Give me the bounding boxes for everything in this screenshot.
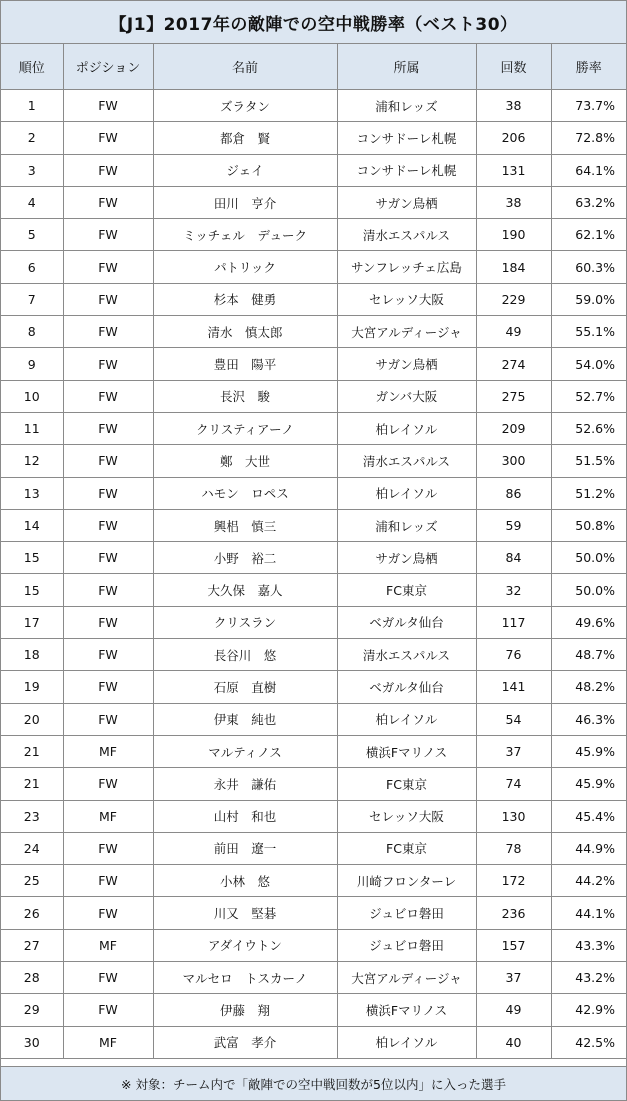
cell-count: 130	[476, 800, 551, 832]
cell-name: 前田 遼一	[153, 832, 337, 864]
cell-position: FW	[63, 380, 153, 412]
cell-name: 都倉 賢	[153, 122, 337, 154]
cell-rate: 44.2%	[551, 865, 626, 897]
cell-rank: 27	[1, 929, 63, 961]
cell-count: 206	[476, 122, 551, 154]
header-rate: 勝率	[551, 44, 626, 90]
cell-club: ベガルタ仙台	[337, 606, 476, 638]
cell-name: マルセロ トスカーノ	[153, 962, 337, 994]
cell-rank: 14	[1, 509, 63, 541]
cell-club: 浦和レッズ	[337, 509, 476, 541]
cell-club: ジュビロ磐田	[337, 897, 476, 929]
cell-count: 38	[476, 186, 551, 218]
cell-rate: 50.0%	[551, 542, 626, 574]
cell-name: 杉本 健勇	[153, 283, 337, 315]
cell-rate: 45.9%	[551, 735, 626, 767]
table-row	[1, 445, 626, 477]
cell-rate: 43.2%	[551, 962, 626, 994]
cell-rank: 20	[1, 703, 63, 735]
cell-position: MF	[63, 800, 153, 832]
cell-name: ミッチェル デューク	[153, 219, 337, 251]
cell-rate: 63.2%	[551, 186, 626, 218]
cell-count: 49	[476, 994, 551, 1026]
cell-position: FW	[63, 865, 153, 897]
cell-position: FW	[63, 962, 153, 994]
cell-count: 300	[476, 445, 551, 477]
cell-name: 興梠 慎三	[153, 509, 337, 541]
cell-club: 横浜Fマリノス	[337, 994, 476, 1026]
table-row	[1, 542, 626, 574]
cell-rate: 42.9%	[551, 994, 626, 1026]
table-row	[1, 897, 626, 929]
cell-rank: 5	[1, 219, 63, 251]
table-row	[1, 283, 626, 315]
footnote: ※ 対象：チーム内で「敵陣での空中戦回数が5位以内」に入った選手	[1, 1066, 626, 1100]
cell-position: FW	[63, 703, 153, 735]
table-row	[1, 477, 626, 509]
cell-rate: 43.3%	[551, 929, 626, 961]
cell-rate: 45.9%	[551, 768, 626, 800]
cell-name: 伊藤 翔	[153, 994, 337, 1026]
cell-rate: 52.7%	[551, 380, 626, 412]
cell-rate: 51.2%	[551, 477, 626, 509]
cell-club: サガン鳥栖	[337, 542, 476, 574]
cell-count: 275	[476, 380, 551, 412]
cell-rate: 72.8%	[551, 122, 626, 154]
cell-club: 清水エスパルス	[337, 639, 476, 671]
cell-rate: 59.0%	[551, 283, 626, 315]
table-row	[1, 671, 626, 703]
cell-position: FW	[63, 671, 153, 703]
cell-count: 37	[476, 962, 551, 994]
table-row	[1, 219, 626, 251]
table-row	[1, 316, 626, 348]
cell-name: 長沢 駿	[153, 380, 337, 412]
cell-rank: 29	[1, 994, 63, 1026]
cell-name: マルティノス	[153, 735, 337, 767]
cell-club: 清水エスパルス	[337, 445, 476, 477]
cell-rate: 51.5%	[551, 445, 626, 477]
cell-count: 74	[476, 768, 551, 800]
cell-count: 131	[476, 154, 551, 186]
cell-position: FW	[63, 768, 153, 800]
cell-name: アダイウトン	[153, 929, 337, 961]
cell-rate: 50.0%	[551, 574, 626, 606]
header-name: 名前	[153, 44, 337, 90]
table-row	[1, 962, 626, 994]
cell-rank: 28	[1, 962, 63, 994]
cell-rate: 48.7%	[551, 639, 626, 671]
cell-club: FC東京	[337, 832, 476, 864]
cell-rate: 44.1%	[551, 897, 626, 929]
cell-club: セレッソ大阪	[337, 283, 476, 315]
table-row	[1, 832, 626, 864]
cell-count: 38	[476, 90, 551, 122]
cell-rank: 24	[1, 832, 63, 864]
cell-rate: 55.1%	[551, 316, 626, 348]
cell-club: 柏レイソル	[337, 412, 476, 444]
cell-name: 山村 和也	[153, 800, 337, 832]
cell-position: MF	[63, 929, 153, 961]
cell-rank: 6	[1, 251, 63, 283]
cell-rate: 52.6%	[551, 412, 626, 444]
cell-name: 小野 裕二	[153, 542, 337, 574]
table-row	[1, 768, 626, 800]
cell-name: クリスティアーノ	[153, 412, 337, 444]
cell-club: 浦和レッズ	[337, 90, 476, 122]
cell-position: FW	[63, 186, 153, 218]
cell-club: 清水エスパルス	[337, 219, 476, 251]
cell-count: 86	[476, 477, 551, 509]
cell-rank: 21	[1, 768, 63, 800]
cell-rank: 15	[1, 542, 63, 574]
cell-rank: 18	[1, 639, 63, 671]
cell-rank: 2	[1, 122, 63, 154]
cell-rank: 25	[1, 865, 63, 897]
cell-name: ジェイ	[153, 154, 337, 186]
cell-position: FW	[63, 574, 153, 606]
cell-position: MF	[63, 1026, 153, 1058]
cell-name: 永井 謙佑	[153, 768, 337, 800]
cell-club: ガンバ大阪	[337, 380, 476, 412]
cell-count: 76	[476, 639, 551, 671]
cell-club: サンフレッチェ広島	[337, 251, 476, 283]
table-row	[1, 348, 626, 380]
cell-count: 37	[476, 735, 551, 767]
cell-position: FW	[63, 251, 153, 283]
cell-club: コンサドーレ札幌	[337, 154, 476, 186]
cell-position: FW	[63, 477, 153, 509]
cell-rate: 44.9%	[551, 832, 626, 864]
cell-count: 209	[476, 412, 551, 444]
cell-count: 184	[476, 251, 551, 283]
cell-name: 長谷川 悠	[153, 639, 337, 671]
cell-count: 190	[476, 219, 551, 251]
cell-rate: 64.1%	[551, 154, 626, 186]
cell-club: FC東京	[337, 574, 476, 606]
cell-name: 川又 堅碁	[153, 897, 337, 929]
ranking-table	[1, 44, 626, 1059]
cell-rate: 60.3%	[551, 251, 626, 283]
cell-name: 武富 孝介	[153, 1026, 337, 1058]
cell-rank: 13	[1, 477, 63, 509]
cell-rate: 46.3%	[551, 703, 626, 735]
cell-position: FW	[63, 542, 153, 574]
cell-count: 274	[476, 348, 551, 380]
cell-name: 石原 直樹	[153, 671, 337, 703]
table-row	[1, 154, 626, 186]
cell-rate: 62.1%	[551, 219, 626, 251]
cell-name: ズラタン	[153, 90, 337, 122]
cell-rate: 54.0%	[551, 348, 626, 380]
cell-rank: 7	[1, 283, 63, 315]
table-row	[1, 574, 626, 606]
cell-club: 大宮アルディージャ	[337, 316, 476, 348]
cell-position: FW	[63, 606, 153, 638]
table-row	[1, 639, 626, 671]
table-row	[1, 186, 626, 218]
cell-club: サガン鳥栖	[337, 348, 476, 380]
cell-position: FW	[63, 897, 153, 929]
cell-position: FW	[63, 154, 153, 186]
cell-position: MF	[63, 735, 153, 767]
cell-position: FW	[63, 639, 153, 671]
table-row	[1, 800, 626, 832]
cell-count: 59	[476, 509, 551, 541]
cell-club: ベガルタ仙台	[337, 671, 476, 703]
cell-name: 伊東 純也	[153, 703, 337, 735]
cell-count: 229	[476, 283, 551, 315]
cell-name: 大久保 嘉人	[153, 574, 337, 606]
cell-position: FW	[63, 509, 153, 541]
cell-rank: 12	[1, 445, 63, 477]
cell-rate: 50.8%	[551, 509, 626, 541]
cell-rank: 3	[1, 154, 63, 186]
cell-rank: 30	[1, 1026, 63, 1058]
cell-rank: 4	[1, 186, 63, 218]
cell-count: 40	[476, 1026, 551, 1058]
cell-position: FW	[63, 219, 153, 251]
cell-count: 54	[476, 703, 551, 735]
table-title: 【J1】2017年の敵陣での空中戦勝率（ベスト30）	[1, 1, 626, 44]
table-row	[1, 1026, 626, 1058]
cell-club: 横浜Fマリノス	[337, 735, 476, 767]
cell-count: 117	[476, 606, 551, 638]
cell-rank: 9	[1, 348, 63, 380]
cell-rate: 42.5%	[551, 1026, 626, 1058]
cell-rank: 11	[1, 412, 63, 444]
cell-rank: 10	[1, 380, 63, 412]
cell-rank: 26	[1, 897, 63, 929]
table-row	[1, 606, 626, 638]
cell-position: FW	[63, 348, 153, 380]
cell-position: FW	[63, 283, 153, 315]
header-count: 回数	[476, 44, 551, 90]
table-row	[1, 994, 626, 1026]
cell-name: 田川 亨介	[153, 186, 337, 218]
table-row	[1, 122, 626, 154]
cell-rank: 1	[1, 90, 63, 122]
cell-name: ハモン ロペス	[153, 477, 337, 509]
cell-rate: 49.6%	[551, 606, 626, 638]
cell-rate: 45.4%	[551, 800, 626, 832]
table-row	[1, 90, 626, 122]
cell-count: 141	[476, 671, 551, 703]
cell-club: コンサドーレ札幌	[337, 122, 476, 154]
cell-count: 32	[476, 574, 551, 606]
cell-name: クリスラン	[153, 606, 337, 638]
cell-rate: 48.2%	[551, 671, 626, 703]
cell-rank: 19	[1, 671, 63, 703]
cell-count: 157	[476, 929, 551, 961]
header-row	[1, 44, 626, 90]
cell-club: 柏レイソル	[337, 1026, 476, 1058]
cell-rank: 23	[1, 800, 63, 832]
cell-position: FW	[63, 316, 153, 348]
cell-count: 236	[476, 897, 551, 929]
cell-rank: 15	[1, 574, 63, 606]
header-rank: 順位	[1, 44, 63, 90]
cell-club: FC東京	[337, 768, 476, 800]
table-row	[1, 703, 626, 735]
table-row	[1, 412, 626, 444]
cell-club: サガン鳥栖	[337, 186, 476, 218]
cell-club: 大宮アルディージャ	[337, 962, 476, 994]
cell-club: ジュビロ磐田	[337, 929, 476, 961]
cell-position: FW	[63, 994, 153, 1026]
cell-name: 豊田 陽平	[153, 348, 337, 380]
table-row	[1, 929, 626, 961]
table-row	[1, 735, 626, 767]
cell-rank: 21	[1, 735, 63, 767]
cell-position: FW	[63, 445, 153, 477]
table-body	[1, 90, 626, 1059]
cell-club: セレッソ大阪	[337, 800, 476, 832]
cell-count: 84	[476, 542, 551, 574]
cell-name: 鄭 大世	[153, 445, 337, 477]
cell-position: FW	[63, 90, 153, 122]
cell-rate: 73.7%	[551, 90, 626, 122]
cell-position: FW	[63, 412, 153, 444]
cell-rank: 8	[1, 316, 63, 348]
cell-rank: 17	[1, 606, 63, 638]
cell-position: FW	[63, 122, 153, 154]
cell-club: 川崎フロンターレ	[337, 865, 476, 897]
cell-name: 小林 悠	[153, 865, 337, 897]
table-row	[1, 251, 626, 283]
cell-count: 49	[476, 316, 551, 348]
table-row	[1, 380, 626, 412]
table-row	[1, 865, 626, 897]
header-position: ポジション	[63, 44, 153, 90]
cell-count: 172	[476, 865, 551, 897]
cell-count: 78	[476, 832, 551, 864]
header-club: 所属	[337, 44, 476, 90]
cell-club: 柏レイソル	[337, 477, 476, 509]
cell-club: 柏レイソル	[337, 703, 476, 735]
cell-name: 清水 慎太郎	[153, 316, 337, 348]
table-row	[1, 509, 626, 541]
cell-position: FW	[63, 832, 153, 864]
cell-name: パトリック	[153, 251, 337, 283]
